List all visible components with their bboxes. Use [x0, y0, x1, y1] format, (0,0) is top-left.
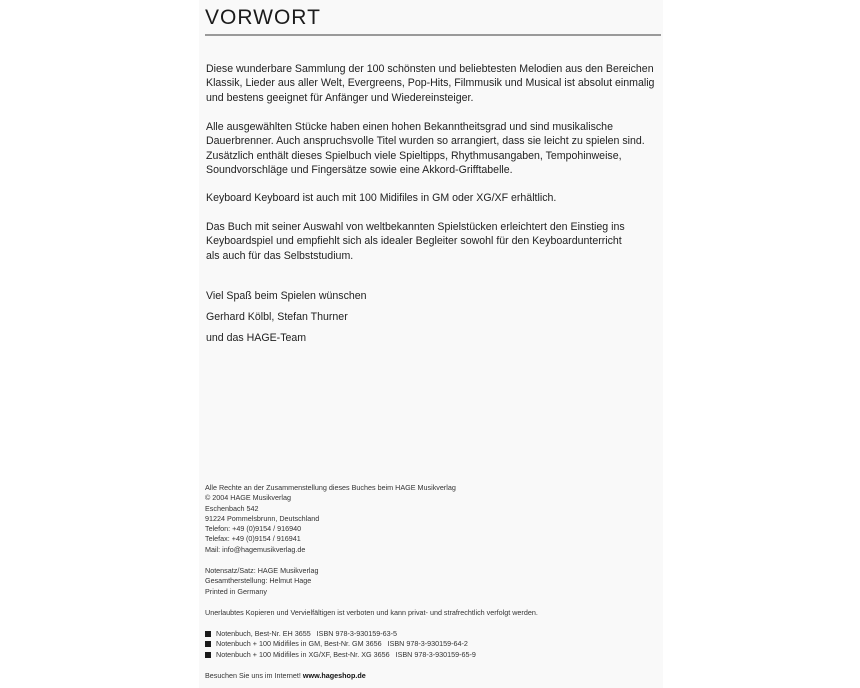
product-item [205, 639, 476, 649]
imprint-line: © 2004 HAGE Musikverlag [205, 493, 291, 503]
paragraph-4 [206, 220, 656, 263]
text-line: Dauerbrenner. Auch anspruchsvolle Titel wurden so arrangiert, dass sie leicht zu spielen sind. [206, 135, 645, 148]
imprint-line: 91224 Pommelsbrunn, Deutschland [205, 513, 320, 523]
text-line: Keyboard Keyboard ist auch mit 100 Midifiles in GM oder XG/XF erhältlich. [206, 192, 557, 204]
square-bullet-icon [205, 631, 211, 637]
imprint-line: Eschenbach 542 [205, 503, 259, 513]
square-bullet-icon [205, 652, 211, 658]
credit-line: Printed in Germany [205, 586, 267, 596]
copy-notice: Unerlaubtes Kopieren und Vervielfältigen ist verboten und kann privat- und strafrechtlich verfolgt werden. [205, 608, 538, 617]
text-line: als auch für das Selbststudium. [206, 249, 354, 262]
authors-line: Gerhard Kölbl, Stefan Thurner [206, 311, 348, 323]
paragraph-3 [206, 191, 656, 205]
imprint-line: Alle Rechte an der Zusammenstellung dieses Buches beim HAGE Musikverlag [205, 483, 456, 492]
imprint-credits [205, 566, 645, 597]
text-line: und bestens geeignet für Anfänger und Wiedereinsteiger. [206, 91, 474, 104]
product-text: Notenbuch, Best-Nr. EH 3655 ISBN 978-3-930159-63-5 [216, 629, 397, 638]
paragraph-1 [206, 62, 656, 105]
product-list [205, 629, 476, 660]
product-item [205, 629, 476, 639]
product-text: Notenbuch + 100 Midifiles in XG/XF, Best-Nr. XG 3656 ISBN 978-3-930159-65-9 [216, 649, 476, 659]
title-divider [205, 34, 661, 36]
text-line: Keyboardspiel und empfiehlt sich als idealer Begleiter sowohl für den Keyboardunterricht [206, 235, 622, 248]
footer [205, 671, 366, 680]
text-line: Das Buch mit seiner Auswahl von weltbekannten Spielstücken erleichtert den Einstieg ins [206, 221, 625, 233]
credit-line: Notensatz/Satz: HAGE Musikverlag [205, 566, 319, 575]
footer-text: Besuchen Sie uns im Internet! [205, 671, 303, 680]
text-line: Soundvorschläge und Fingersätze sowie eine Akkord-Grifftabelle. [206, 163, 513, 176]
product-item [205, 650, 476, 660]
website-link[interactable]: www.hageshop.de [302, 671, 366, 680]
square-bullet-icon [205, 641, 211, 647]
page-title: VORWORT [205, 6, 321, 29]
text-line: Diese wunderbare Sammlung der 100 schönsten und beliebtesten Melodien aus den Bereichen [206, 63, 654, 75]
team-line: und das HAGE-Team [206, 332, 307, 344]
greeting-line: Viel Spaß beim Spielen wünschen [206, 290, 367, 302]
paragraph-2 [206, 120, 656, 177]
imprint-rights [205, 483, 645, 555]
credit-line: Gesamtherstellung: Helmut Hage [205, 576, 312, 586]
text-line: Zusätzlich enthält dieses Spielbuch viele Spieltipps, Rhythmusangaben, Tempohinweise, [206, 149, 622, 162]
product-text: Notenbuch + 100 Midifiles in GM, Best-Nr. GM 3656 ISBN 978-3-930159-64-2 [216, 639, 468, 649]
imprint-line: Telefon: +49 (0)9154 / 916940 [205, 524, 302, 534]
text-line: Klassik, Lieder aus aller Welt, Evergreens, Pop-Hits, Filmmusik und Musical ist absolut einmalig [206, 77, 655, 90]
imprint-line: Mail: info@hagemusikverlag.de [205, 544, 306, 554]
text-line: Alle ausgewählten Stücke haben einen hohen Bekanntheitsgrad und sind musikalische [206, 121, 613, 133]
imprint-line: Telefax: +49 (0)9154 / 916941 [205, 534, 301, 544]
